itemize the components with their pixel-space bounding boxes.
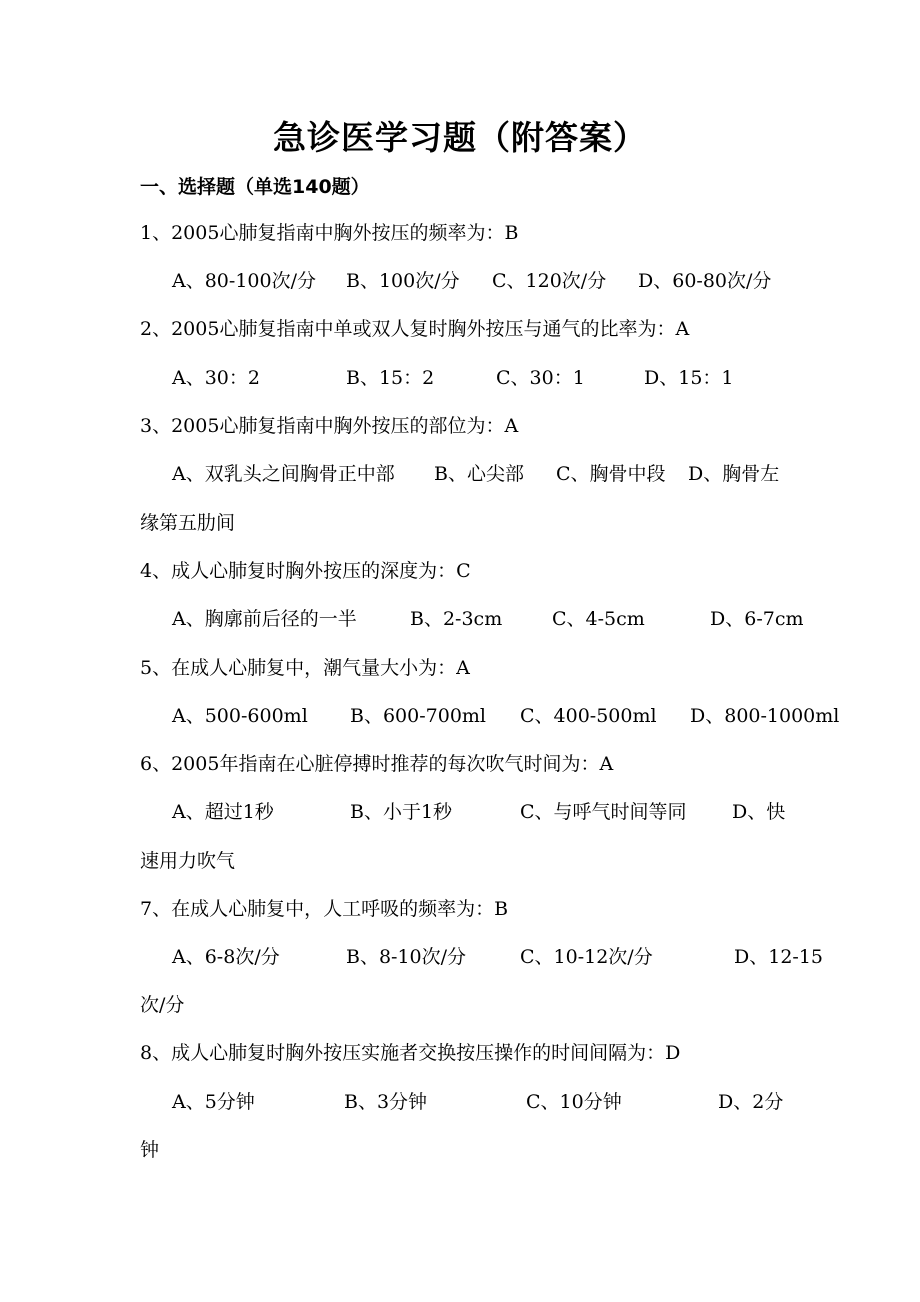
question-6-option-b: B、小于1秒 — [350, 801, 453, 823]
question-6-continuation: 速用力吹气 — [140, 850, 236, 872]
question-2: 2、2005心肺复指南中单或双人复时胸外按压与通气的比率为：A — [140, 318, 690, 340]
question-5-option-c: C、400-500ml — [520, 705, 657, 727]
question-6-option-a: A、超过1秒 — [172, 801, 274, 823]
question-8-option-b: B、3分钟 — [344, 1091, 428, 1113]
question-7-option-b: B、8-10次/分 — [346, 946, 467, 968]
question-8-continuation: 钟 — [140, 1139, 160, 1161]
question-7-option-a: A、6-8次/分 — [172, 946, 280, 968]
question-7: 7、在成人心肺复中，人工呼吸的频率为：B — [140, 898, 509, 920]
question-5: 5、在成人心肺复中，潮气量大小为：A — [140, 657, 470, 679]
question-1-option-c: C、120次/分 — [492, 270, 607, 292]
question-8-option-d: D、2分 — [718, 1091, 784, 1113]
question-6-option-d: D、快 — [732, 801, 786, 823]
question-2-option-a: A、30：2 — [172, 367, 260, 389]
question-7-option-c: C、10-12次/分 — [520, 946, 653, 968]
question-8-option-a: A、5分钟 — [172, 1091, 255, 1113]
question-7-option-d: D、12-15 — [734, 946, 824, 968]
question-2-option-c: C、30：1 — [496, 367, 585, 389]
question-8: 8、成人心肺复时胸外按压实施者交换按压操作的时间间隔为：D — [140, 1042, 681, 1064]
section-heading: 一、选择题（单选140题） — [140, 176, 370, 198]
question-4-option-b: B、2-3cm — [410, 608, 503, 630]
question-8-option-c: C、10分钟 — [526, 1091, 622, 1113]
question-3-option-c: C、胸骨中段 — [556, 463, 666, 485]
question-1-option-d: D、60-80次/分 — [638, 270, 772, 292]
question-5-option-d: D、800-1000ml — [690, 705, 840, 727]
question-1-option-a: A、80-100次/分 — [172, 270, 316, 292]
question-1: 1、2005心肺复指南中胸外按压的频率为：B — [140, 222, 519, 244]
question-5-option-a: A、500-600ml — [172, 705, 308, 727]
question-2-option-b: B、15：2 — [346, 367, 435, 389]
question-3-option-d: D、胸骨左 — [688, 463, 780, 485]
question-4-option-a: A、胸廓前后径的一半 — [172, 608, 357, 630]
question-4-option-c: C、4-5cm — [552, 608, 645, 630]
question-7-continuation: 次/分 — [140, 994, 185, 1016]
question-6: 6、2005年指南在心脏停搏时推荐的每次吹气时间为：A — [140, 753, 614, 775]
question-1-option-b: B、100次/分 — [346, 270, 460, 292]
question-3-continuation: 缘第五肋间 — [140, 512, 236, 534]
document-title: 急诊医学习题（附答案） — [273, 118, 647, 157]
question-2-option-d: D、15：1 — [644, 367, 734, 389]
question-3-option-b: B、心尖部 — [434, 463, 524, 485]
question-3-option-a: A、双乳头之间胸骨正中部 — [172, 463, 395, 485]
question-6-option-c: C、与呼气时间等同 — [520, 801, 687, 823]
question-5-option-b: B、600-700ml — [350, 705, 487, 727]
question-3: 3、2005心肺复指南中胸外按压的部位为：A — [140, 415, 519, 437]
question-4-option-d: D、6-7cm — [710, 608, 804, 630]
question-4: 4、成人心肺复时胸外按压的深度为：C — [140, 560, 471, 582]
